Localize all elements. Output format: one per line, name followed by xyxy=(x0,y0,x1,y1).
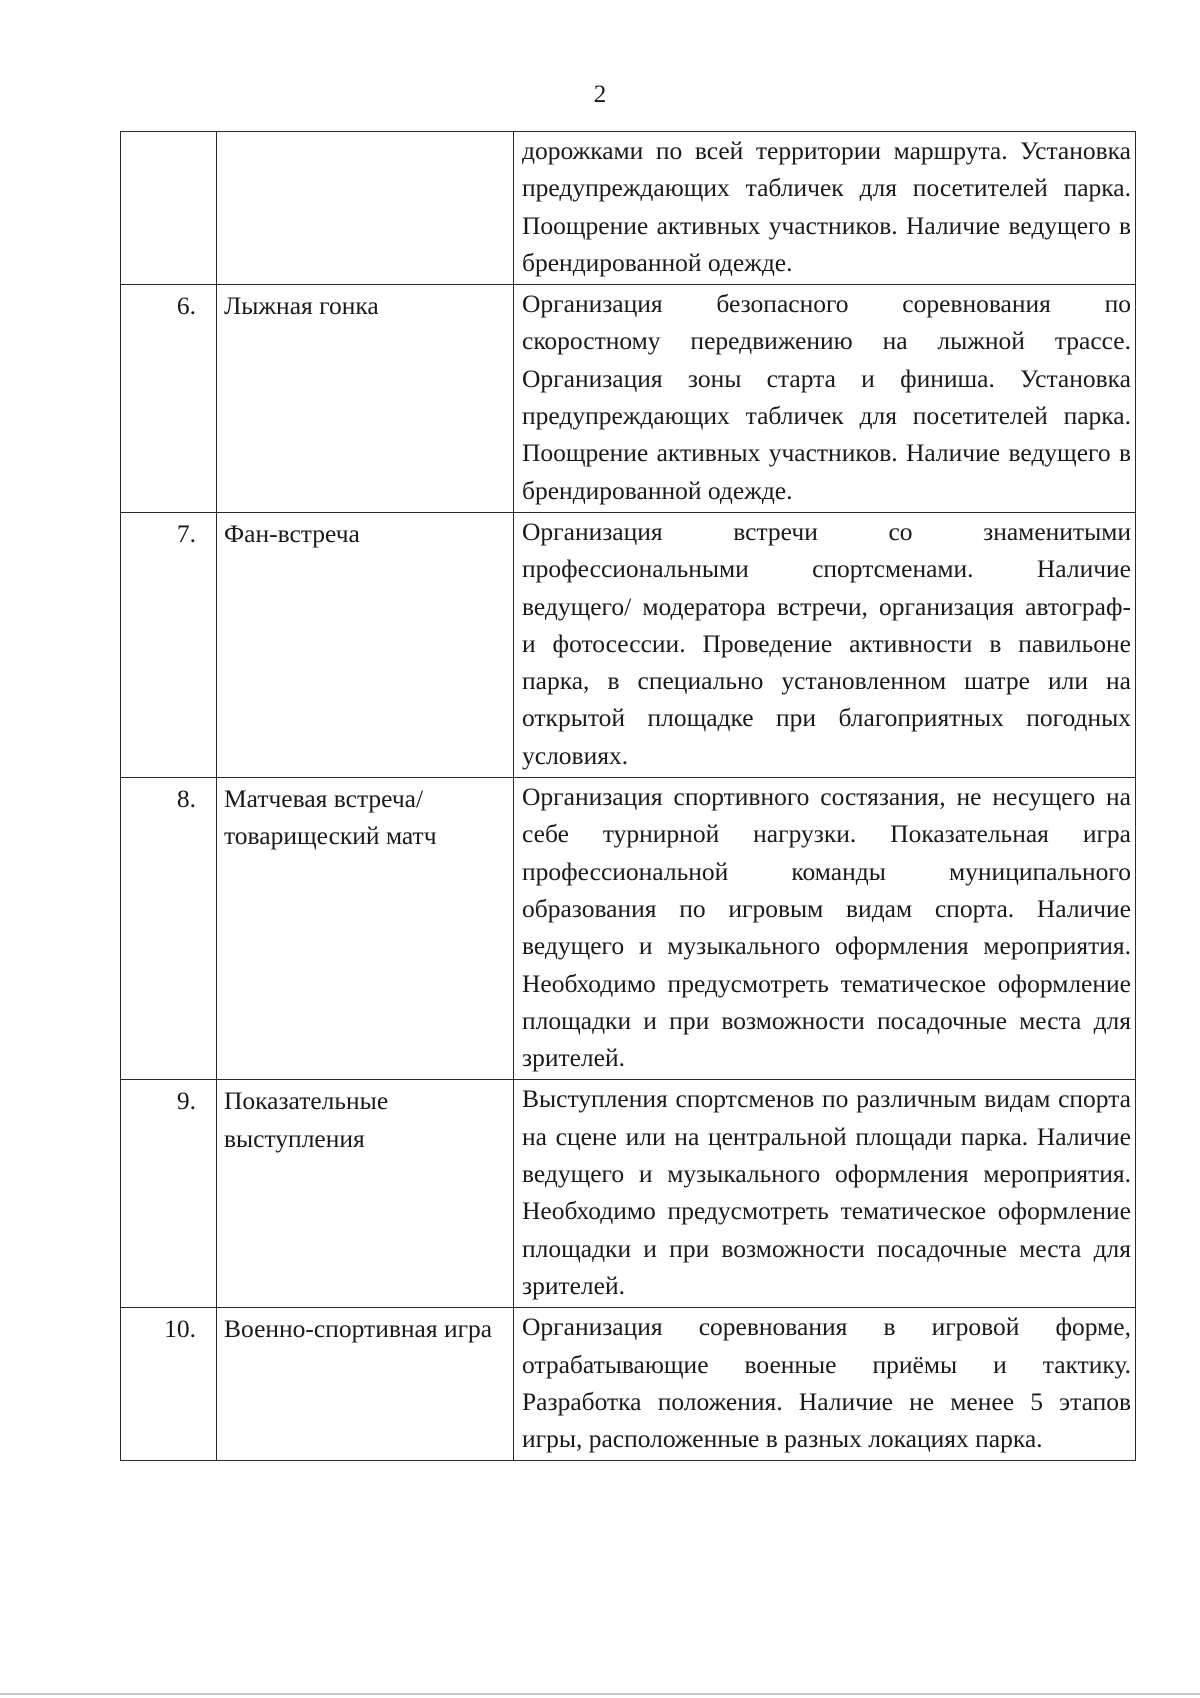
event-name xyxy=(217,132,514,285)
events-table xyxy=(120,131,1136,1461)
event-description: Организация встречи со знаменитыми профессиональными спортсменами. Наличие ведущего/ модератора встречи, организация автограф- и фотосессии. Проведение активности в павильоне парка, в специально установленном шатре или на открытой площадке при благоприятных погодных условиях. xyxy=(514,512,1136,777)
event-description: Организация безопасного соревнования по скоростному передвижению на лыжной трассе. Организация зоны старта и финиша. Установка предупреждающих табличек для посетителей парка. Поощрение активных участников. Наличие ведущего в брендированной одежде. xyxy=(514,285,1136,513)
row-number: 10. xyxy=(121,1308,217,1461)
event-name: Фан-встреча xyxy=(217,512,514,777)
event-name: Лыжная гонка xyxy=(217,285,514,513)
table-row xyxy=(121,1080,1136,1308)
table-row xyxy=(121,778,1136,1080)
event-description: Организация спортивного состязания, не несущего на себе турнирной нагрузки. Показательная игра профессиональной команды муниципального образования по игровым видам спорта. Наличие ведущего и музыкального оформления мероприятия. Необходимо предусмотреть тематическое оформление площадки и при возможности посадочные места для зрителей. xyxy=(514,778,1136,1080)
table-row xyxy=(121,132,1136,285)
event-name: Военно-спортивная игра xyxy=(217,1308,514,1461)
row-number: 8. xyxy=(121,778,217,1080)
page-number: 2 xyxy=(593,81,607,108)
table-row xyxy=(121,285,1136,513)
table-row xyxy=(121,512,1136,777)
row-number: 9. xyxy=(121,1080,217,1308)
event-description: Организация соревнования в игровой форме, отрабатывающие военные приёмы и тактику. Разработка положения. Наличие не менее 5 этапов игры, расположенные в разных локациях парка. xyxy=(514,1308,1136,1461)
row-number: 6. xyxy=(121,285,217,513)
page-bottom-edge xyxy=(0,1693,1200,1695)
event-description: дорожками по всей территории маршрута. Установка предупреждающих табличек для посетителей парка. Поощрение активных участников. Наличие ведущего в брендированной одежде. xyxy=(514,132,1136,285)
row-number xyxy=(121,132,217,285)
event-name: Матчевая встреча/ товарищеский матч xyxy=(217,778,514,1080)
event-name: Показательные выступления xyxy=(217,1080,514,1308)
event-description: Выступления спортсменов по различным видам спорта на сцене или на центральной площади парка. Наличие ведущего и музыкального оформления мероприятия. Необходимо предусмотреть тематическое оформление площадки и при возможности посадочные места для зрителей. xyxy=(514,1080,1136,1308)
row-number: 7. xyxy=(121,512,217,777)
table-row xyxy=(121,1308,1136,1461)
